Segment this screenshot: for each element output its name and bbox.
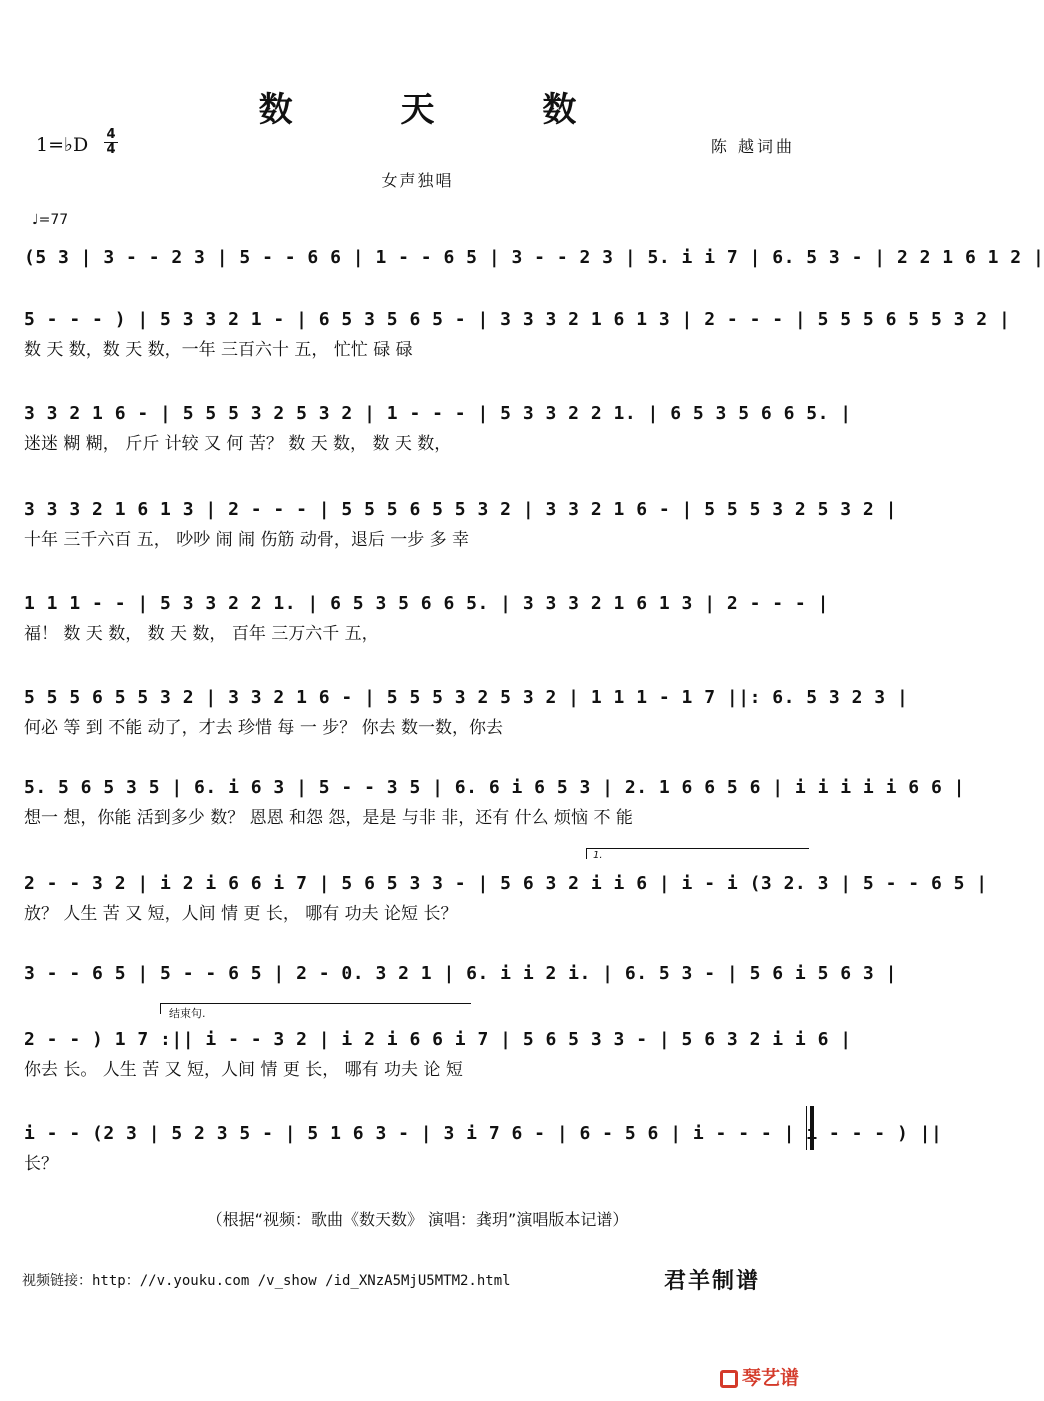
final-barline bbox=[806, 1106, 814, 1150]
score-line-4 bbox=[24, 494, 897, 550]
score-line-9 bbox=[24, 958, 897, 1008]
score-line-8 bbox=[24, 868, 988, 924]
score-line-10 bbox=[24, 1024, 852, 1080]
score-line-7 bbox=[24, 772, 965, 828]
score-line-3 bbox=[24, 398, 852, 454]
notation-line: 3 - - 6 5 | 5 - - 6 5 | 2 - 0. 3 2 1 | 6. i i 2 i. | 6. 5 3 - | 5 6 i 5 6 3 | bbox=[24, 963, 897, 984]
transcription-source-note: （根据“视频：歌曲《数天数》 演唱：龚玥”演唱版本记谱） bbox=[206, 1210, 629, 1229]
notation-line: 2 - - ) 1 7 :|| i - - 3 2 | i 2 i 6 6 i 7 | 5 6 5 3 3 - | 5 6 3 2 i i 6 | bbox=[24, 1029, 852, 1050]
notation-line: 5. 5 6 5 3 5 | 6. i 6 3 | 5 - - 3 5 | 6. 6 i 6 5 3 | 2. 1 6 6 5 6 | i i i i i 6 6 | bbox=[24, 777, 965, 798]
score-title: 数 天 数 bbox=[258, 90, 625, 130]
notation-line: 2 - - 3 2 | i 2 i 6 6 i 7 | 5 6 5 3 3 - | 5 6 3 2 i i 6 | i - i (3 2. 3 | 5 - - 6 5 | bbox=[24, 873, 988, 894]
time-signature bbox=[104, 128, 118, 157]
lyrics-line: 长？ bbox=[24, 1154, 58, 1174]
ending-phrase-bracket bbox=[160, 1003, 471, 1020]
time-signature-bottom: 4 bbox=[106, 142, 116, 157]
first-ending-label: 1. bbox=[593, 850, 603, 861]
lyrics-line: 数 天 数，数 天 数，一年 三百六十 五， 忙忙 碌 碌 bbox=[24, 340, 413, 360]
tempo-mark: ♩=77 bbox=[32, 212, 69, 228]
notation-line: 3 3 2 1 6 - | 5 5 5 3 2 5 3 2 | 1 - - - | 5 3 3 2 2 1. | 6 5 3 5 6 6 5. | bbox=[24, 403, 852, 424]
notation-line: 3 3 3 2 1 6 1 3 | 2 - - - | 5 5 5 6 5 5 3 2 | 3 3 2 1 6 - | 5 5 5 3 2 5 3 2 | bbox=[24, 499, 897, 520]
lyrics-line: 何必 等 到 不能 动了，才去 珍惜 每 一 步？ 你去 数一数，你去 bbox=[24, 718, 504, 738]
lyrics-line: 福！ 数 天 数， 数 天 数， 百年 三万六千 五， bbox=[24, 624, 379, 644]
ending-phrase-label: 结束句. bbox=[169, 1007, 206, 1020]
notation-line: i - - (2 3 | 5 2 3 5 - | 5 1 6 3 - | 3 i 7 6 - | 6 - 5 6 | i - - - | i - - - ) || bbox=[24, 1123, 943, 1144]
score-line-6 bbox=[24, 682, 909, 738]
first-ending-bracket bbox=[586, 848, 809, 859]
score-line-2 bbox=[24, 304, 1011, 360]
score-line-1 bbox=[24, 242, 1044, 292]
key-signature: 1=♭D bbox=[36, 134, 89, 156]
notation-line: 5 5 5 6 5 5 3 2 | 3 3 2 1 6 - | 5 5 5 3 2 5 3 2 | 1 1 1 - 1 7 ||: 6. 5 3 2 3 | bbox=[24, 687, 909, 708]
notation-line: 1 1 1 - - | 5 3 3 2 2 1. | 6 5 3 5 6 6 5. | 3 3 3 2 1 6 1 3 | 2 - - - | bbox=[24, 593, 829, 614]
transcriber-signature: 君羊制谱 bbox=[664, 1268, 761, 1294]
time-signature-top: 4 bbox=[106, 127, 116, 142]
lyrics-line: 十年 三千六百 五， 吵吵 闹 闹 伤筋 动骨，退后 一步 多 幸 bbox=[24, 530, 470, 550]
notation-line: 5 - - - ) | 5 3 3 2 1 - | 6 5 3 5 6 5 - | 3 3 3 2 1 6 1 3 | 2 - - - | 5 5 5 6 5 5 3 2 | bbox=[24, 309, 1011, 330]
logo-icon bbox=[720, 1370, 738, 1388]
lyrics-line: 放？ 人生 苦 又 短，人间 情 更 长， 哪有 功夫 论短 长？ bbox=[24, 904, 458, 924]
logo-text: 琴艺谱 bbox=[742, 1367, 800, 1389]
score-line-5 bbox=[24, 588, 829, 644]
site-logo bbox=[720, 1363, 799, 1390]
notation-line: (5 3 | 3 - - 2 3 | 5 - - 6 6 | 1 - - 6 5 | 3 - - 2 3 | 5. i i 7 | 6. 5 3 - | 2 2 1 6 1 2 | bbox=[24, 247, 1044, 268]
lyrics-line: 想一 想，你能 活到多少 数？ 恩恩 和怨 怨，是是 与非 非，还有 什么 烦恼 不 能 bbox=[24, 808, 633, 828]
lyrics-line: 迷迷 糊 糊， 斤斤 计较 又 何 苦？ 数 天 数， 数 天 数， bbox=[24, 434, 452, 454]
lyrics-line: 你去 长。 人生 苦 又 短，人间 情 更 长， 哪有 功夫 论 短 bbox=[24, 1060, 463, 1080]
score-line-11 bbox=[24, 1118, 943, 1174]
composer-credit: 陈 越词曲 bbox=[710, 137, 795, 156]
video-link[interactable]: 视频链接：http：//v.youku.com /v_show /id_XNzA5MjU5MTM2.html bbox=[22, 1273, 511, 1289]
performer-note: 女声独唱 bbox=[381, 171, 454, 190]
